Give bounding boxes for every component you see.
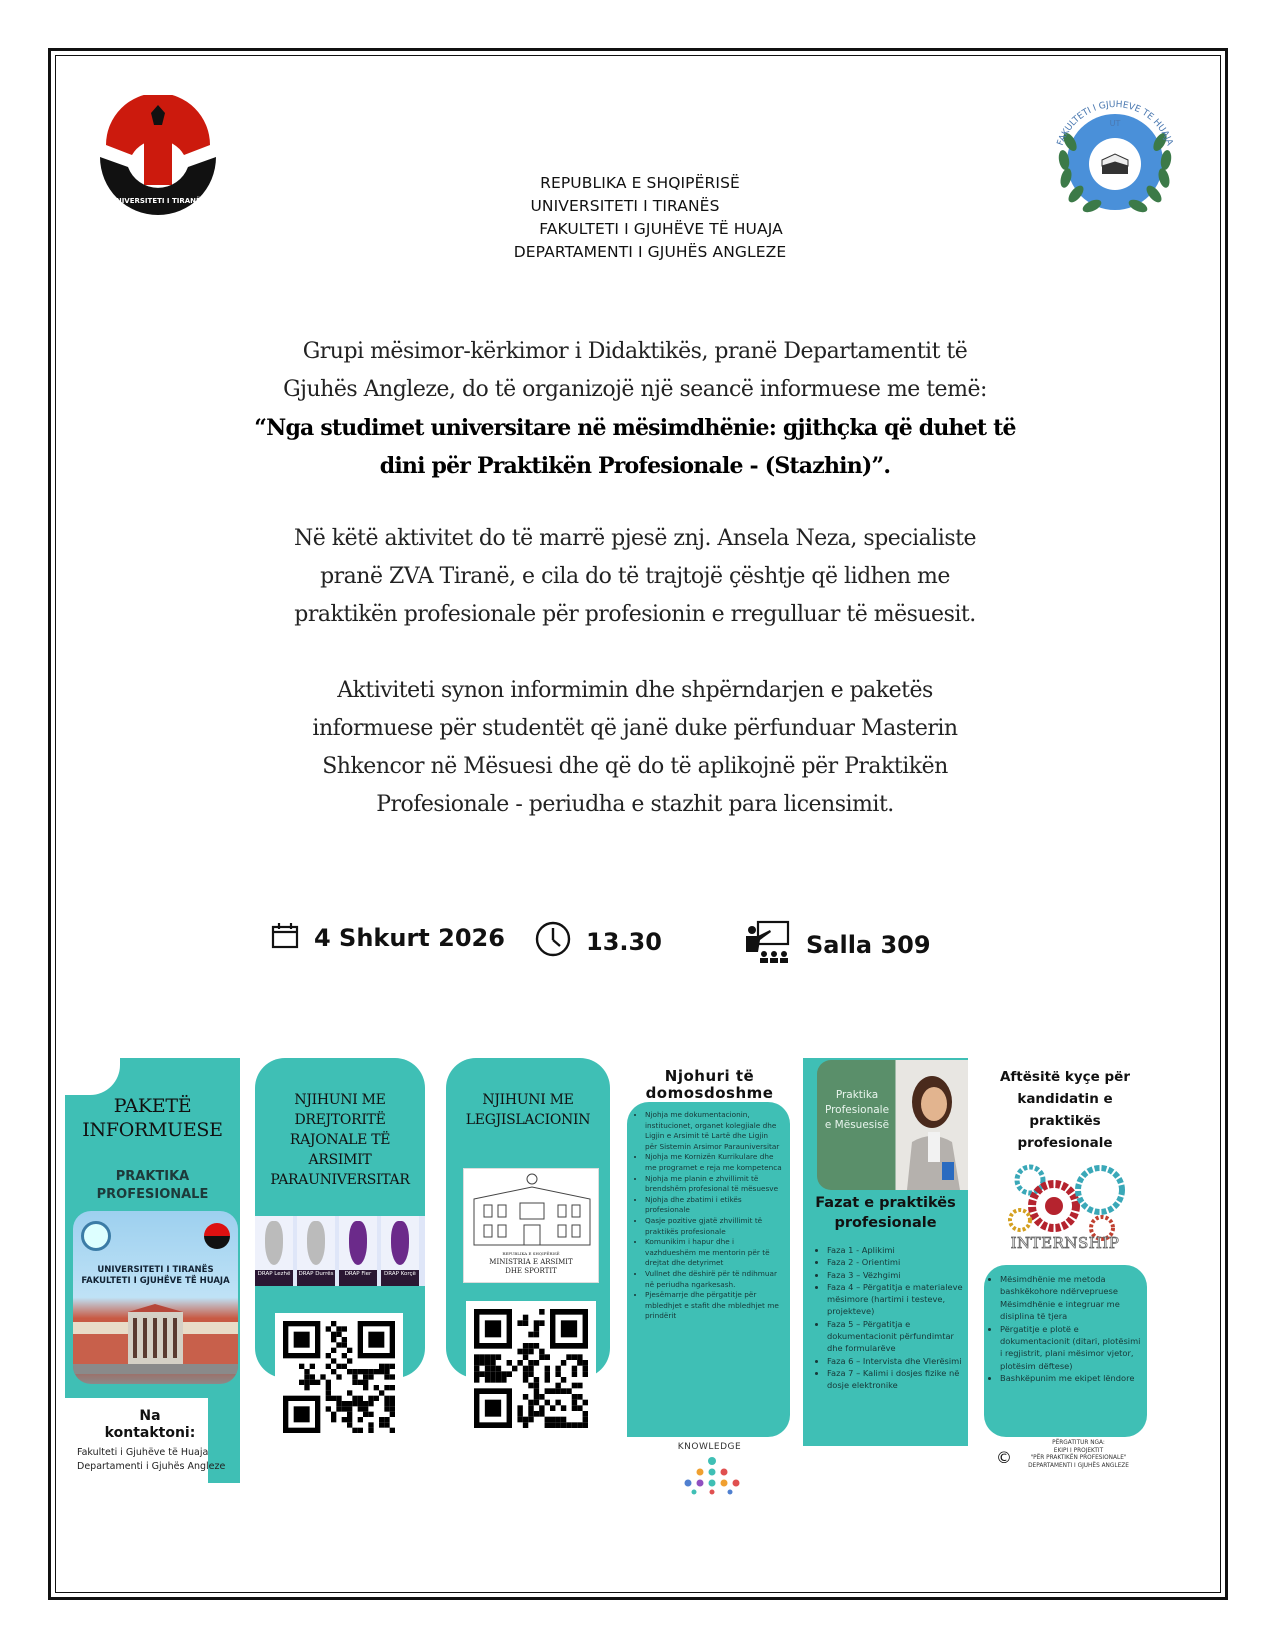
event-room-text: Salla 309 <box>806 931 931 959</box>
ministry-caption-small: REPUBLIKA E SHQIPËRISË <box>502 1251 560 1256</box>
chalkboard-line: e Mësuesisë <box>824 1119 890 1131</box>
header-line-republic: REPUBLIKA E SHQIPËRISË <box>540 174 740 192</box>
phases-list <box>817 1244 967 1392</box>
copyright-icon: © <box>996 1448 1012 1467</box>
footer-line: EKIPI I PROJEKTIT <box>1053 1447 1104 1454</box>
session-title-line: dini për Praktikën Profesionale - (Stazhin)”. <box>379 453 891 479</box>
knowledge-item: • Vullnet dhe dëshirë për të ndihmuar në periudha ngarkesash. <box>645 1269 782 1290</box>
panel-essential-knowledge <box>627 1060 792 1490</box>
photo-caption-line: UNIVERSITETI I TIRANËS <box>97 1265 214 1275</box>
building-illustration <box>73 1304 238 1374</box>
aim-line: Aktiviteti synon informimin dhe shpërndarjen e paketës <box>337 678 933 703</box>
speaker-line: pranë ZVA Tiranë, e cila do të trajtojë çështje që lidhen me <box>320 564 950 589</box>
university-of-tirana-logo <box>96 95 220 219</box>
event-date-text: 4 Shkurt 2026 <box>314 924 505 952</box>
aim-paragraph <box>230 672 1040 824</box>
faculty-of-foreign-languages-logo <box>1040 82 1190 232</box>
knowledge-item: • Njohja me dokumentacionin, institucionet, organet kolegjiale dhe Ligjin e Arsimit të Lartë dhe Ligjin për Sistemin Arsimor Parauniversitar <box>645 1110 782 1152</box>
photo-caption <box>73 1265 238 1287</box>
contact-line: Departamenti i Gjuhës Angleze <box>77 1461 226 1472</box>
contact-title <box>85 1408 215 1442</box>
ministry-building-icon <box>464 1169 600 1249</box>
panel-practice-phases <box>803 1058 968 1446</box>
knowledge-list <box>627 1102 790 1322</box>
logo-fgjh-text: FAKULTETI I GJUHEVE TE HUAJA <box>1055 99 1175 148</box>
faculty-logo-small <box>81 1221 111 1251</box>
phase-item: • Faza 4 – Përgatitja e materialeve mësimore (hartimi i testeve, projekteve) <box>827 1281 967 1318</box>
ministry-caption-line: MINISTRIA E ARSIMIT <box>489 1258 573 1266</box>
contact-line: Fakulteti i Gjuhëve të Huaja <box>77 1447 209 1458</box>
legislation-title <box>446 1090 610 1130</box>
map-cell <box>297 1216 335 1286</box>
pack-title-line: INFORMUESE <box>82 1119 223 1141</box>
map-label: DRAP Fier <box>339 1270 377 1286</box>
map-label: DRAP Korçë <box>381 1270 419 1286</box>
albania-map-icon <box>307 1221 325 1265</box>
clock-icon <box>534 920 572 964</box>
intro-paragraph <box>230 333 1040 485</box>
panel-key-skills <box>980 1058 1150 1488</box>
albania-map-icon <box>391 1221 409 1265</box>
knowledge-title-line: Njohuri të <box>664 1067 755 1085</box>
knowledge-diagram-icon <box>657 1455 767 1495</box>
skills-title <box>980 1066 1150 1154</box>
event-room <box>742 920 931 970</box>
albania-map-icon <box>265 1221 283 1265</box>
legislation-title-line: LEGJISLACIONIN <box>465 1112 591 1128</box>
event-date <box>270 920 505 956</box>
faculty-building-photo <box>73 1211 238 1384</box>
photo-caption-line: FAKULTETI I GJUHËVE TË HUAJA <box>81 1276 230 1286</box>
event-time-text: 13.30 <box>586 928 662 956</box>
map-label: DRAP Lezhë <box>255 1270 293 1286</box>
regional-maps-strip <box>255 1216 425 1286</box>
phase-item: • Faza 7 – Kalimi i dosjes fizike në dosje elektronike <box>827 1367 967 1392</box>
header-line-department: DEPARTAMENTI I GJUHËS ANGLEZE <box>513 243 787 261</box>
map-cell <box>255 1216 293 1286</box>
aim-line: Shkencor në Mësuesi dhe që do të aplikojnë për Praktikën <box>322 754 948 779</box>
intro-line: Gjuhës Angleze, do të organizojë një seancë informuese me temë: <box>283 377 987 402</box>
skill-item: • Bashkëpunim me ekipet lëndore <box>1000 1372 1141 1384</box>
pack-title-line: PAKETË <box>113 1095 192 1117</box>
teacher-photo <box>817 1060 968 1190</box>
contact-title-line: kontaktoni: <box>104 1425 196 1441</box>
phase-item: • Faza 3 – Vëzhgimi <box>827 1269 967 1281</box>
aim-line: Profesionale - periudha e stazhit para licensimit. <box>376 792 894 817</box>
header-line-university: UNIVERSITETI I TIRANËS <box>530 197 720 215</box>
session-title-line: “Nga studimet universitare në mësimdhënie: gjithçka që duhet të <box>254 415 1016 441</box>
calendar-icon <box>270 920 300 956</box>
knowledge-item: • Njohja dhe zbatimi i etikës profesionale <box>645 1195 782 1216</box>
phase-item: • Faza 6 – Intervista dhe Vlerësimi <box>827 1355 967 1367</box>
skills-title-line: Aftësitë kyçe për <box>999 1069 1131 1085</box>
knowledge-diagram-label: KNOWLEDGE <box>677 1442 742 1452</box>
map-cell <box>339 1216 377 1286</box>
knowledge-list-box <box>627 1102 790 1437</box>
skills-title-line: profesionale <box>1017 1135 1113 1151</box>
pack-subtitle-line: PRAKTIKA <box>115 1169 190 1184</box>
pack-subtitle-line: PROFESIONALE <box>96 1187 209 1202</box>
event-details <box>262 920 962 970</box>
footer-line: PËRGATITUR NGA: <box>1052 1440 1105 1446</box>
footer-line: "PËR PRAKTIKËN PROFESIONALE" <box>1030 1455 1127 1461</box>
regional-title-line: PARAUNIVERSITAR <box>270 1172 410 1188</box>
map-label: DRAP Durrës <box>297 1270 335 1286</box>
knowledge-title-line: domosdoshme <box>645 1084 774 1102</box>
legislation-title-line: NJIHUNI ME <box>482 1092 574 1108</box>
contact-details <box>77 1446 247 1474</box>
skills-title-line: praktikës <box>1029 1113 1101 1129</box>
skills-title-line: kandidatin e <box>1017 1091 1113 1107</box>
chalkboard-text <box>817 1088 897 1133</box>
qr-code-regional[interactable] <box>275 1313 403 1441</box>
internship-label: INTERNSHIP <box>1010 1234 1120 1252</box>
chalkboard-line: Profesionale <box>824 1104 890 1116</box>
knowledge-item: • Njohja me planin e zhvillimit të brendshëm profesional të mësuesve <box>645 1174 782 1195</box>
regional-title-line: RAJONALE TË <box>289 1132 391 1148</box>
pack-title <box>65 1094 240 1142</box>
logo-ut-text: UNIVERSITETI I TIRANËS <box>110 197 206 205</box>
knowledge-item: • Qasje pozitive gjatë zhvillimit të praktikës profesionale <box>645 1216 782 1237</box>
intro-line: Grupi mësimor-kërkimor i Didaktikës, pranë Departamentit të <box>302 339 968 364</box>
university-logo-small <box>204 1223 230 1249</box>
albania-map-icon <box>349 1221 367 1265</box>
skills-list <box>984 1265 1147 1385</box>
skills-list-box <box>984 1265 1147 1437</box>
ministry-caption-line: DHE SPORTIT <box>505 1267 557 1275</box>
pack-subtitle <box>65 1168 240 1204</box>
phase-item: • Faza 2 - Orientimi <box>827 1256 967 1268</box>
phase-item: • Faza 5 – Përgatitja e dokumentacionit përfundimtar dhe formularëve <box>827 1318 967 1355</box>
prepared-by-footer <box>998 1440 1143 1470</box>
event-time <box>534 920 662 964</box>
regional-title <box>255 1090 425 1190</box>
footer-line: DEPARTAMENTI I GJUHËS ANGLEZE <box>1028 1462 1129 1469</box>
knowledge-item: • Njohja me Kornizën Kurrikulare dhe me programet e reja me kompetenca <box>645 1152 782 1173</box>
logo-fgjh-abbr: UT <box>1109 119 1121 128</box>
regional-title-line: DREJTORITË <box>294 1112 386 1128</box>
regional-title-line: ARSIMIT <box>308 1152 372 1168</box>
knowledge-item: • Pjesëmarrje dhe përgatitje për mbledhjet e stafit dhe mbledhjet me prindërit <box>645 1290 782 1322</box>
phases-title-line: profesionale <box>834 1215 937 1231</box>
knowledge-item: • Komunikim i hapur dhe i vazhdueshëm me mentorin për të drejtat dhe detyrimet <box>645 1237 782 1269</box>
phases-title-line: Fazat e praktikës <box>815 1195 956 1211</box>
ministry-illustration <box>463 1168 599 1283</box>
knowledge-title <box>627 1068 792 1102</box>
speaker-line: praktikën profesionale për profesionin e rregulluar të mësuesit. <box>294 602 976 627</box>
qr-code-icon <box>283 1321 395 1433</box>
contact-title-line: Na <box>139 1408 161 1424</box>
ministry-caption <box>464 1249 598 1276</box>
speaker-line: Në këtë aktivitet do të marrë pjesë znj. Ansela Neza, specialiste <box>293 526 976 551</box>
panel-info-pack <box>65 1058 240 1483</box>
skill-item: • Përgatitje e plotë e dokumentacionit (ditari, plotësimi i regjistrit, plani mësimor vjetor, plotësim dëftese) <box>1000 1323 1141 1373</box>
qr-code-icon <box>474 1309 588 1428</box>
qr-code-legislation[interactable] <box>466 1301 596 1436</box>
chalkboard-line: Praktika <box>835 1089 879 1101</box>
header-line-faculty: FAKULTETI I GJUHËVE TË HUAJA <box>539 220 783 238</box>
aim-line: informuese për studentët që janë duke përfunduar Masterin <box>312 716 958 741</box>
skill-item: • Mësimdhënie me metoda bashkëkohore ndërvepruese Mësimdhënie e integruar me disiplina të tjera <box>1000 1273 1141 1323</box>
institution-header <box>440 172 860 264</box>
teacher-figure <box>902 1072 962 1190</box>
map-cell <box>381 1216 419 1286</box>
phases-title <box>803 1193 968 1233</box>
classroom-teacher-icon <box>742 920 792 970</box>
panel-notch <box>65 1058 120 1095</box>
phase-item: • Faza 1 - Aplikimi <box>827 1244 967 1256</box>
regional-title-line: NJIHUNI ME <box>294 1092 386 1108</box>
speaker-paragraph <box>230 520 1040 634</box>
